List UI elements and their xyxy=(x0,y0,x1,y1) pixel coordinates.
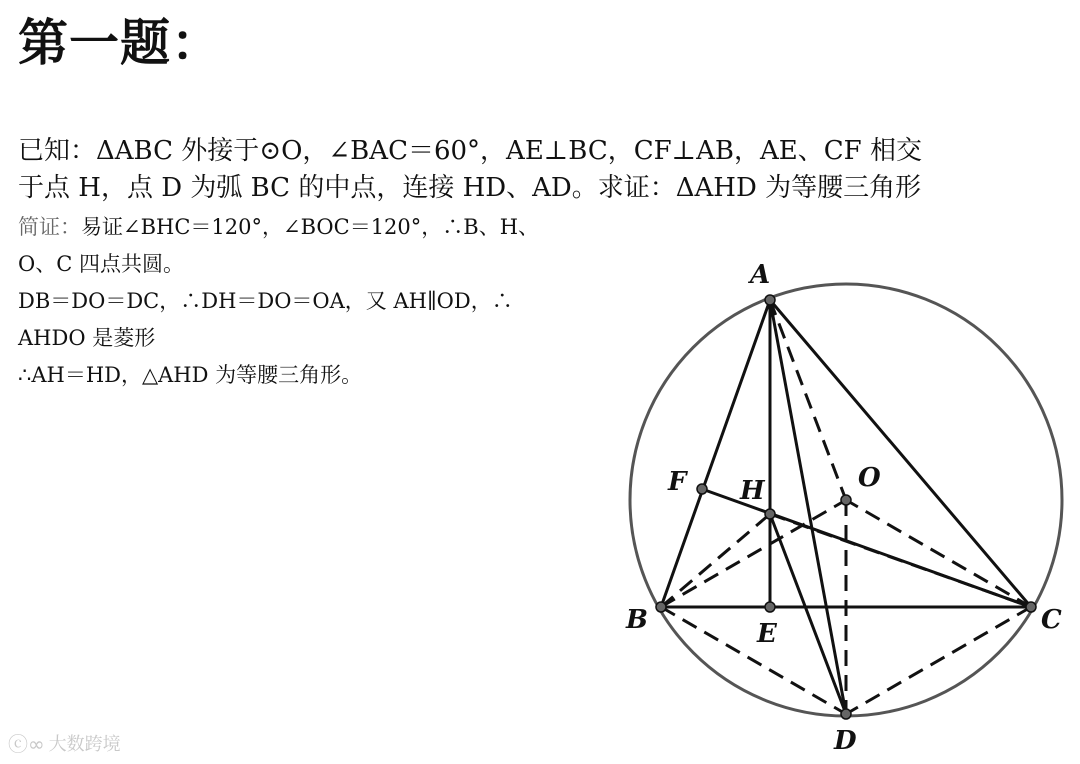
point-f xyxy=(697,484,707,494)
label-o: O xyxy=(858,463,881,493)
solution-line-2: O、C 四点共圆。 xyxy=(18,252,184,276)
dashed-cd xyxy=(846,607,1031,714)
segment-ab xyxy=(661,300,770,607)
label-b: B xyxy=(626,605,648,635)
point-b xyxy=(656,602,666,612)
label-e: E xyxy=(757,619,777,649)
label-c: C xyxy=(1041,605,1062,635)
solution-text xyxy=(18,209,618,394)
problem-statement xyxy=(18,133,1058,207)
label-d: D xyxy=(834,726,857,756)
geometry-diagram xyxy=(600,250,1080,764)
solution-line-3: DB＝DO＝DC，∴DH＝DO＝OA，又 AH∥OD，∴ xyxy=(18,289,513,313)
solution-label: 简证： xyxy=(18,215,81,239)
dashed-bo xyxy=(661,500,846,607)
label-f: F xyxy=(668,467,687,497)
watermark-logo-icon: ⓒ∞ xyxy=(8,732,45,756)
page-title: 第一题： xyxy=(18,14,222,72)
dashed-co xyxy=(846,500,1031,607)
solution-line-4: AHDO 是菱形 xyxy=(18,326,156,350)
watermark xyxy=(8,728,121,757)
watermark-text: 大数跨境 xyxy=(48,733,121,755)
problem-line-2: 于点 H，点 D 为弧 BC 的中点，连接 HD、AD。求证：ΔAHD 为等腰三角形 xyxy=(18,173,922,203)
point-o xyxy=(841,495,851,505)
point-e xyxy=(765,602,775,612)
dashed-bd xyxy=(661,607,846,714)
point-c xyxy=(1026,602,1036,612)
label-h: H xyxy=(740,476,765,506)
point-a xyxy=(765,295,775,305)
solution-line-1 xyxy=(18,209,618,246)
solution-line-5: ∴AH＝HD，△AHD 为等腰三角形。 xyxy=(18,363,363,387)
label-a: A xyxy=(750,260,771,290)
solution-line-1-text: 易证∠BHC＝120°，∠BOC＝120°，∴B、H、 xyxy=(81,215,540,239)
problem-line-1: 已知：ΔABC 外接于⊙O，∠BAC＝60°，AE⊥BC，CF⊥AB，AE、CF 相交 xyxy=(18,136,922,166)
dashed-ao xyxy=(770,300,846,500)
point-h xyxy=(765,509,775,519)
segment-hd xyxy=(770,514,846,714)
point-d xyxy=(841,709,851,719)
